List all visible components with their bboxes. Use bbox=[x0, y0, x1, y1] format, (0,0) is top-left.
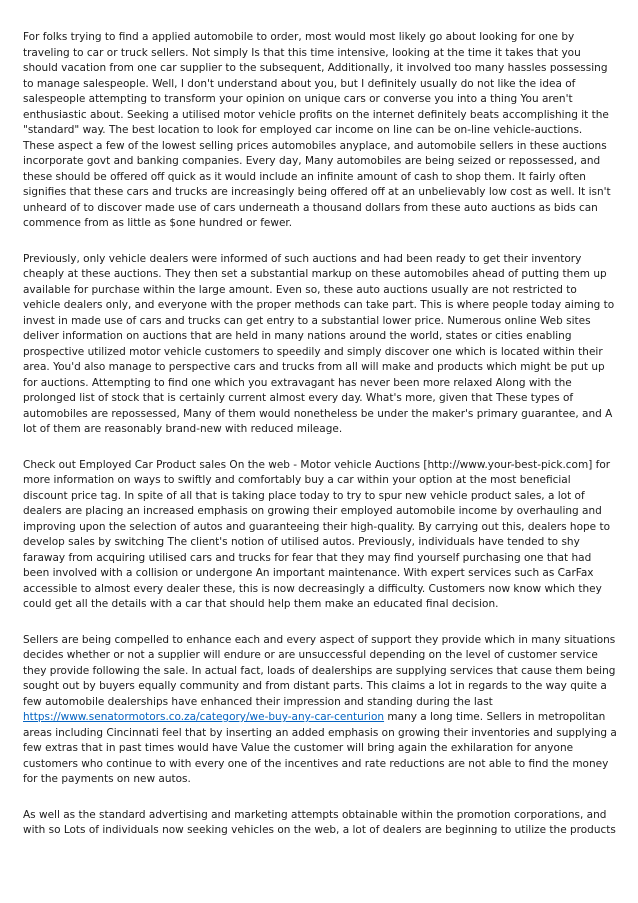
paragraph-4-text-before: Sellers are being compelled to enhance each and every aspect of support they provide which in many situations decides whether or not a supplier will endure or are unsuccessful depending on the level of customer service they provide following the sale. In actual fact, loads of dealerships are supplying services that cause them being sought out by buyers equally community and from distant parts. This claims a lot in regards to the way quite a few automobile dealerships have enhanced their impression and standing during the last bbox=[23, 633, 616, 708]
paragraph-3: Check out Employed Car Product sales On the web - Motor vehicle Auctions [http://www.your-best-pick.com] for more information on ways to swiftly and comfortably buy a car within your option at the most beneficial discount price tag. In spite of all that is taking place today to try to spur new vehicle product sales, a lot of dealers are placing an increased emphasis on growing their employed automobile income by overhauling and improving upon the selection of autos and guaranteeing their high-quality. By carrying out this, dealers hope to develop sales by switching The client's notion of utilised autos. Previously, individuals have tended to shy faraway from acquiring utilised cars and trucks for fear that they may find yourself purchasing one that had been involved with a collision or undergone An important maintenance. With expert services such as CarFax accessible to almost every dealer these, this is now decreasingly a difficulty. Customers now know which they could get all the details with a car that should help them make an educated final decision. bbox=[23, 458, 611, 610]
paragraph-4 bbox=[23, 633, 617, 788]
paragraph-2: Previously, only vehicle dealers were informed of such auctions and had been ready to get their inventory cheaply at these auctions. They then set a substantial markup on these automobiles ahead of putting them up available for purchase within the large amount. Even so, these auto auctions usually are not restricted to vehicle dealers only, and everyone with the proper methods can take part. This is where people today aiming to invest in made use of cars and trucks can get entry to a substantial lower price. Numerous online Web sites deliver information on auctions that are held in many nations around the world, states or cities enabling prospective utilized motor vehicle customers to speedily and simply discover one which is located within their area. You'd also manage to perspective cars and trucks from all will make and products which might be put up for auctions. Attempting to find one which you extravagant has never been more relaxed Along with the prolonged list of stock that is certainly current almost every day. What's more, given that These types of automobiles are repossessed, Many of them would nonetheless be under the maker's primary guarantee, and A lot of them are reasonably brand-new with reduced mileage. bbox=[23, 252, 615, 435]
paragraph-5: As well as the standard advertising and marketing attempts obtainable within the promotion corporations, and with so Lots of individuals now seeking vehicles on the web, a lot of dealers are beginning to utilize the products bbox=[23, 808, 616, 836]
document-page bbox=[23, 30, 617, 859]
paragraph-4-text-after: many a long time. Sellers in metropolitan areas including Cincinnati feel that by inserting an added emphasis on growing their inventories and supplying a few extras that in past times would have Value the customer will bring again the exhilaration for anyone customers who continue to with every one of the incentives and rate reductions are not able to find the money for the payments on new autos. bbox=[23, 711, 617, 785]
paragraph-1: For folks trying to find a applied automobile to order, most would most likely go about looking for one by traveling to car or truck sellers. Not simply Is that this time intensive, looking at the time it takes that you should vacation from one car supplier to the subsequent, Additionally, it involved too many hassles possessing to manage salespeople. Well, I don't understand about you, but I definitely usually do not like the idea of salespeople attempting to transform your opinion on unique cars or converse you into a thing You aren't enthusiastic about. Seeking a utilised motor vehicle profits on the internet definitely beats accomplishing it the "standard" way. The best location to look for employed car income on line can be on-line vehicle-auctions. These aspect a few of the lowest selling prices automobiles anyplace, and automobile sellers in these auctions incorporate govt and banking companies. Every day, Many automobiles are being seized or repossessed, and these should be offered off quick as it would include an infinite amount of cash to shop them. It fairly often signifies that these cars and trucks are increasingly being offered off at an unbelievably low cost as well. It isn't unheard of to discover made use of cars underneath a thousand dollars from these auto auctions as bids can commence from as little as $one hundred or fewer. bbox=[23, 31, 611, 229]
senator-motors-link[interactable]: https://www.senatormotors.co.za/category/we-buy-any-car-centurion bbox=[23, 711, 385, 723]
